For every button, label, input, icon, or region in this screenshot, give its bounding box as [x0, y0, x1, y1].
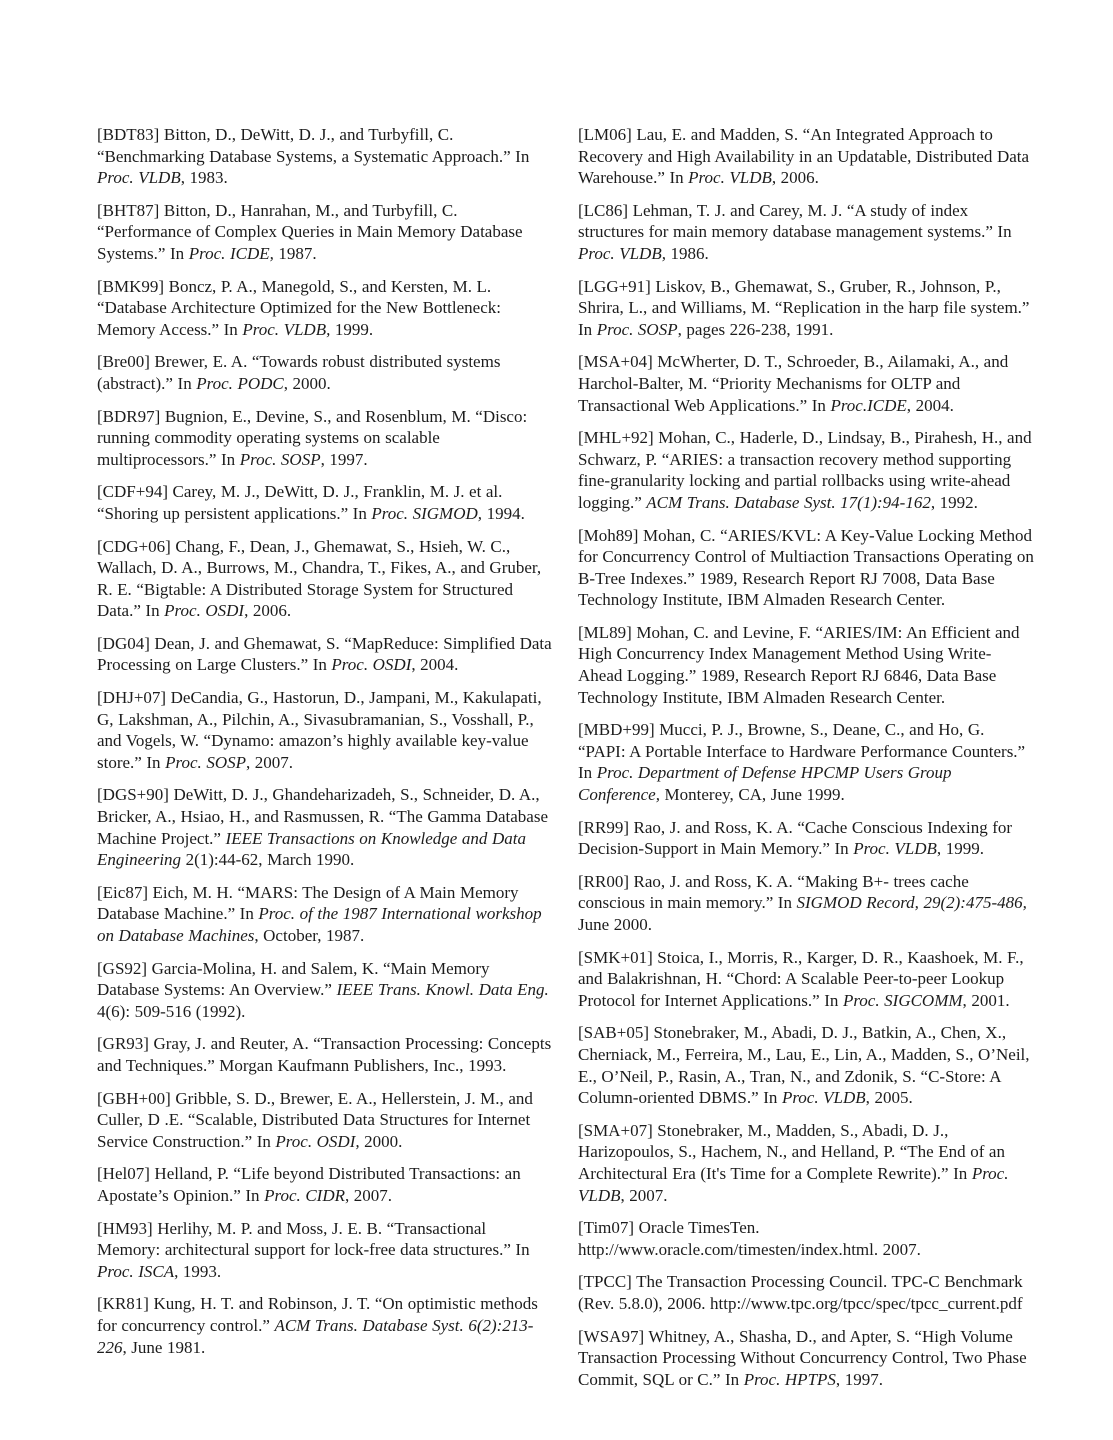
reference-entry-CDG+06 — [97, 536, 553, 622]
reference-text: [Tim07] Oracle TimesTen. http://www.oracle.com/timesten/index.html. 2007. — [578, 1218, 921, 1259]
venue-italic: Proc. VLDB — [97, 168, 181, 188]
reference-entry-DHJ+07 — [97, 687, 553, 773]
reference-entry-WSA97 — [578, 1326, 1034, 1391]
venue-italic: Proc. SIGMOD, — [371, 503, 483, 523]
reference-text: , 1999. — [936, 839, 984, 859]
venue-italic: Proc. OSDI — [164, 601, 245, 621]
venue-italic: ACM Trans. Database Syst. 17(1):94-162 — [646, 492, 931, 512]
reference-text: June 2000. — [578, 915, 652, 934]
venue-italic: Proc. of the 1987 International workshop on Database Machines — [97, 904, 542, 945]
reference-text: [MSA+04] McWherter, D. T., Schroeder, B., Ailamaki, A., and Harchol-Balter, M. “Priority Mechanisms for OLTP and Transactional Web Applications.” In — [578, 352, 1009, 415]
venue-italic: Proc. VLDB, — [242, 319, 331, 339]
reference-entry-RR99 — [578, 817, 1034, 860]
reference-text: , 1993. — [174, 1261, 222, 1281]
reference-text: , 2007. — [620, 1185, 668, 1205]
venue-italic: Proc. VLDB, — [578, 243, 666, 263]
reference-text: , 2000. — [283, 373, 331, 393]
reference-text: [DG04] Dean, J. and Ghemawat, S. “MapReduce: Simplified Data Processing on Large Clusters.” In — [97, 633, 552, 675]
reference-text: [Eic87] Eich, M. H. “MARS: The Design of A Main Memory Database Machine.” In — [97, 882, 519, 924]
reference-text: , 2001. — [962, 990, 1010, 1010]
reference-entry-MHL+92 — [578, 427, 1034, 513]
venue-italic: Proc. VLDB — [853, 839, 937, 859]
references-column-left — [97, 124, 553, 1401]
reference-text: , June 1981. — [122, 1337, 206, 1357]
reference-entry-SAB+05 — [578, 1022, 1034, 1108]
reference-text: [BDR97] Bugnion, E., Devine, S., and Rosenblum, M. “Disco: running commodity operating systems on scalable multiprocessors.” In — [97, 406, 528, 469]
reference-entry-RR00 — [578, 871, 1034, 936]
references-column-right — [578, 124, 1034, 1401]
reference-text: [HM93] Herlihy, M. P. and Moss, J. E. B. “Transactional Memory: architectural support for lock-free data structures.” In — [97, 1218, 530, 1260]
venue-italic: Proc. SOSP — [165, 752, 246, 772]
reference-entry-SMK+01 — [578, 947, 1034, 1012]
reference-text: , 2006. — [771, 168, 819, 188]
venue-italic: Proc. ICDE, — [188, 243, 274, 263]
venue-italic: Proc. SOSP — [239, 449, 321, 469]
venue-italic: Proc. OSDI — [331, 655, 412, 675]
reference-text: , October, 1987. — [254, 926, 365, 945]
reference-entry-SMA+07 — [578, 1120, 1034, 1206]
reference-text: [DGS+90] DeWitt, D. J., Ghandeharizadeh, S., Schneider, D. A., Bricker, A., Hsiao, H., and Rasmussen, R. “The Gamma Database Machine Project.” — [97, 785, 548, 848]
reference-entry-MSA+04 — [578, 351, 1034, 416]
venue-italic: Proc. VLDB — [578, 1163, 1009, 1205]
reference-text: [LM06] Lau, E. and Madden, S. “An Integrated Approach to Recovery and High Availability in an Updatable, Distributed Data Warehouse.” In — [578, 125, 1030, 188]
reference-text: 1986. — [665, 243, 709, 263]
reference-entry-BDR97 — [97, 406, 553, 471]
reference-text: [BDT83] Bitton, D., DeWitt, D. J., and Turbyfill, C. “Benchmarking Database Systems, a Systematic Approach.” In — [97, 125, 530, 166]
reference-text: , 1997. — [320, 449, 368, 469]
reference-text: [GS92] Garcia-Molina, H. and Salem, K. “Main Memory Database Systems: An Overview.” — [97, 958, 490, 1000]
reference-text: [LC86] Lehman, T. J. and Carey, M. J. “A study of index structures for main memory database management systems.” In — [578, 200, 1012, 242]
venue-italic: Proc. PODC — [196, 373, 284, 393]
venue-italic: Proc.ICDE — [830, 395, 907, 415]
reference-text: [Hel07] Helland, P. “Life beyond Distributed Transactions: an Apostate’s Opinion.” In — [97, 1164, 521, 1205]
reference-text: 1999. — [330, 319, 374, 339]
reference-text: , 2007. — [246, 752, 294, 772]
venue-italic: Proc. ISCA — [97, 1261, 175, 1281]
venue-italic: SIGMOD Record, 29(2):475-486, — [796, 893, 1027, 913]
reference-text: [SMA+07] Stonebraker, M., Madden, S., Abadi, D. J., Harizopoulos, S., Hachem, N., and Helland, P. “The End of an Architectural Era (It's Time for a Complete Rewrite).” In — [578, 1120, 1005, 1183]
reference-entry-Hel07 — [97, 1163, 553, 1206]
reference-entry-Tim07 — [578, 1217, 1034, 1260]
venue-italic: Proc. SOSP — [596, 319, 678, 339]
reference-text: , 1992. — [930, 492, 978, 512]
reference-entry-DGS+90 — [97, 784, 553, 870]
venue-italic: IEEE Trans. Knowl. Data Eng. — [336, 980, 549, 1000]
reference-text: [Bre00] Brewer, E. A. “Towards robust distributed systems (abstract).” In — [97, 352, 501, 393]
reference-text: [CDF+94] Carey, M. J., DeWitt, D. J., Franklin, M. J. et al. “Shoring up persistent applications.” In — [97, 482, 503, 523]
reference-text: [DHJ+07] DeCandia, G., Hastorun, D., Jampani, M., Kakulapati, G, Lakshman, A., Pilchin, A., Sivasubramanian, S., Vosshall, P., and Vogels, W. “Dynamo: amazon’s highly available key-value store.” In — [97, 688, 542, 772]
reference-text: [SMK+01] Stoica, I., Morris, R., Karger, D. R., Kaashoek, M. F., and Balakrishnan, H. “Chord: A Scalable Peer-to-peer Lookup Protocol for Internet Applications.” In — [578, 947, 1024, 1010]
reference-text: [ML89] Mohan, C. and Levine, F. “ARIES/IM: An Efficient and High Concurrency Index Management Method Using Write-Ahead Logging.” 1989, Research Report RJ 6846, Data Base Technology Institute, IBM Almaden Research Center. — [578, 622, 1020, 707]
reference-text: [CDG+06] Chang, F., Dean, J., Ghemawat, S., Hsieh, W. C., Wallach, D. A., Burrows, M., Chandra, T., Fikes, A., and Gruber, R. E. “Bigtable: A Distributed Storage System for Structured Data.” In — [97, 536, 542, 621]
reference-entry-TPCC — [578, 1271, 1034, 1314]
bibliography — [97, 124, 1035, 1401]
reference-entry-BMK99 — [97, 276, 553, 341]
reference-text: 1994. — [482, 503, 525, 523]
reference-entry-GS92 — [97, 958, 553, 1023]
reference-text: [Moh89] Mohan, C. “ARIES/KVL: A Key-Value Locking Method for Concurrency Control of Multiaction Transactions Operating on B-Tree Indexes.” 1989, Research Report RJ 7008, Data Base Technology Institute, IBM Almaden Research Center. — [578, 525, 1034, 610]
reference-text: [GR93] Gray, J. and Reuter, A. “Transaction Processing: Concepts and Techniques.” Morgan Kaufmann Publishers, Inc., 1993. — [97, 1034, 552, 1075]
reference-entry-KR81 — [97, 1293, 553, 1358]
reference-entry-Bre00 — [97, 351, 553, 394]
reference-text: , 2006. — [244, 601, 292, 621]
reference-entry-DG04 — [97, 633, 553, 676]
reference-text: [KR81] Kung, H. T. and Robinson, J. T. “On optimistic methods for concurrency control.” — [97, 1294, 538, 1335]
reference-entry-GBH+00 — [97, 1088, 553, 1153]
reference-entry-CDF+94 — [97, 481, 553, 524]
venue-italic: Proc. OSDI, — [275, 1131, 360, 1151]
venue-italic: Proc. SIGCOMM — [842, 990, 963, 1010]
venue-italic: Proc. VLDB — [688, 168, 772, 188]
reference-text: [BHT87] Bitton, D., Hanrahan, M., and Turbyfill, C. “Performance of Complex Queries in Main Memory Database Systems.” In — [97, 200, 523, 263]
reference-entry-Eic87 — [97, 882, 553, 947]
reference-entry-ML89 — [578, 622, 1034, 708]
reference-text: [TPCC] The Transaction Processing Council. TPC-C Benchmark (Rev. 5.8.0), 2006. http://www.tpc.org/tpcc/spec/tpcc_current.pdf — [578, 1272, 1023, 1313]
reference-entry-GR93 — [97, 1033, 553, 1076]
reference-entry-LC86 — [578, 200, 1034, 265]
reference-text: [RR00] Rao, J. and Ross, K. A. “Making B+- trees cache conscious in main memory.” In — [578, 871, 969, 913]
reference-entry-BHT87 — [97, 200, 553, 265]
reference-text: 1987. — [273, 243, 317, 263]
reference-entry-LM06 — [578, 124, 1034, 189]
reference-text: , 2005. — [865, 1088, 913, 1108]
reference-entry-Moh89 — [578, 525, 1034, 611]
reference-text: , 1983. — [180, 168, 228, 188]
reference-text: , 2004. — [906, 395, 954, 415]
reference-text: , 1997. — [835, 1369, 883, 1389]
reference-entry-BDT83 — [97, 124, 553, 189]
venue-italic: IEEE Transactions on Knowledge and Data Engineering — [97, 828, 526, 870]
reference-text: [LGG+91] Liskov, B., Ghemawat, S., Gruber, R., Johnson, P., Shrira, L., and Williams, M. “Replication in the harp file system.” In — [578, 276, 1030, 339]
reference-text: 2000. — [359, 1131, 403, 1151]
reference-entry-LGG+91 — [578, 276, 1034, 341]
reference-text: [BMK99] Boncz, P. A., Manegold, S., and Kersten, M. L. “Database Architecture Optimized for the New Bottleneck: Memory Access.” In — [97, 276, 501, 339]
venue-italic: Proc. Department of Defense HPCMP Users Group Conference, — [578, 763, 952, 805]
reference-text: [RR99] Rao, J. and Ross, K. A. “Cache Conscious Indexing for Decision-Support in Main Memory.” In — [578, 817, 1013, 859]
reference-text: 4(6): 509-516 (1992). — [97, 1001, 246, 1021]
reference-text: [MBD+99] Mucci, P. J., Browne, S., Deane, C., and Ho, G. “PAPI: A Portable Interface to Hardware Performance Counters.” In — [578, 720, 1026, 783]
reference-text: [MHL+92] Mohan, C., Haderle, D., Lindsay, B., Pirahesh, H., and Schwarz, P. “ARIES: a transaction recovery method supporting fine-granularity locking and partial rollbacks using write-ahead logging.” — [578, 428, 1032, 512]
reference-text: Monterey, CA, June 1999. — [659, 785, 845, 805]
reference-text: [SAB+05] Stonebraker, M., Abadi, D. J., Batkin, A., Chen, X., Cherniack, M., Ferreira, M., Lau, E., Lin, A., Madden, S., O’Neil, E., O’Neil, P., Rasin, A., Tran, N., and Zdonik, S. “C-Store: A Column-oriented DBMS.” In — [578, 1023, 1030, 1108]
venue-italic: Proc. CIDR — [264, 1185, 345, 1205]
venue-italic: Proc. HPTPS — [743, 1369, 836, 1389]
reference-text: , 2007. — [345, 1185, 393, 1205]
venue-italic: Proc. VLDB — [781, 1088, 866, 1108]
reference-entry-MBD+99 — [578, 719, 1034, 805]
reference-text: , pages 226-238, 1991. — [677, 319, 834, 339]
reference-text: , 2004. — [411, 655, 459, 675]
reference-entry-HM93 — [97, 1218, 553, 1283]
reference-text: [WSA97] Whitney, A., Shasha, D., and Apter, S. “High Volume Transaction Processing Without Concurrency Control, Two Phase Commit, SQL or C.” In — [578, 1326, 1027, 1389]
reference-text: [GBH+00] Gribble, S. D., Brewer, E. A., Hellerstein, J. M., and Culler, D .E. “Scalable, Distributed Data Structures for Internet Service Construction.” In — [97, 1088, 533, 1151]
reference-text: 2(1):44-62, March 1990. — [181, 850, 355, 870]
venue-italic: ACM Trans. Database Syst. 6(2):213-226 — [97, 1315, 534, 1357]
